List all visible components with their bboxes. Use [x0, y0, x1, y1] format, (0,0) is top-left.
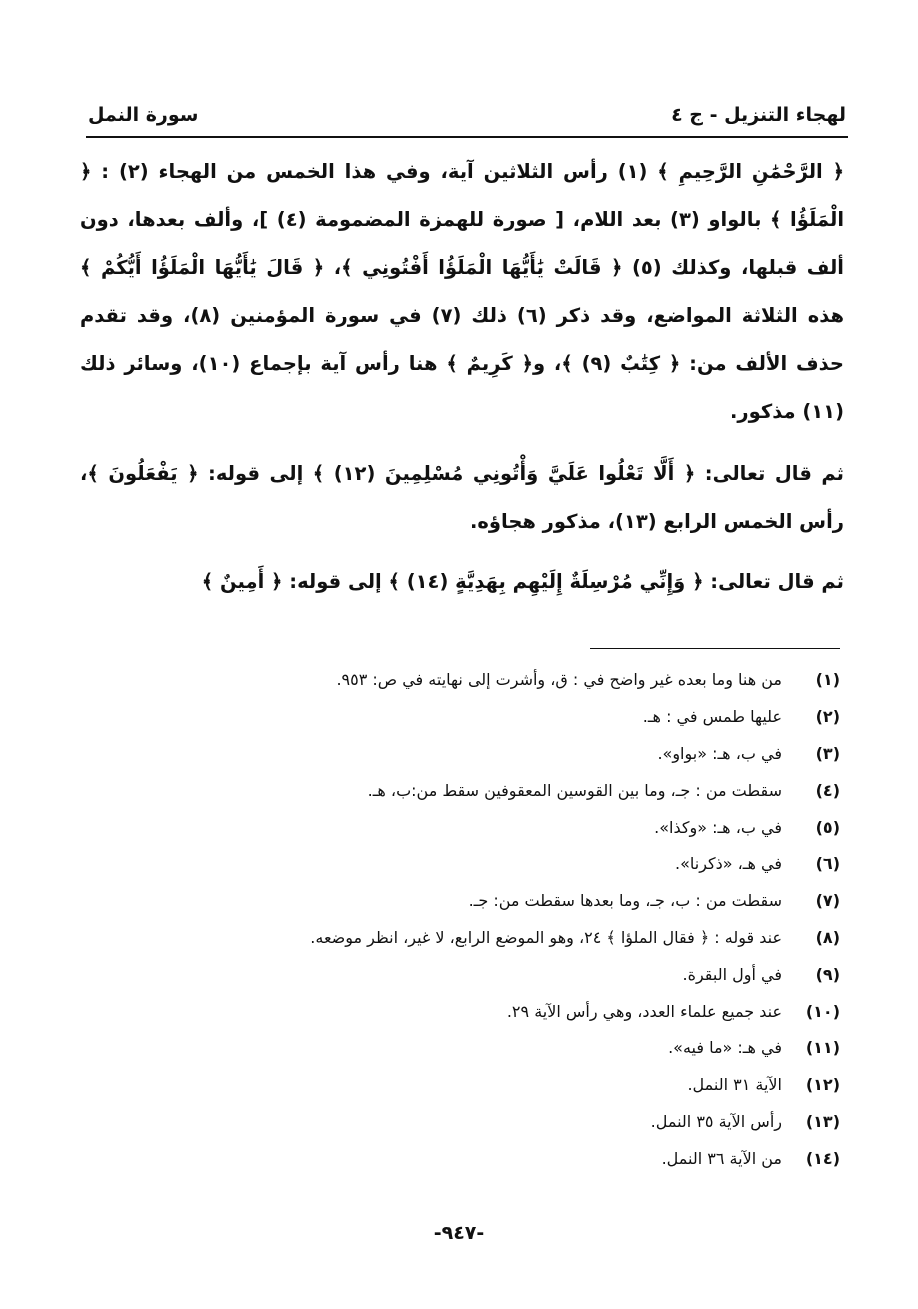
- footnote-number: (٦): [815, 854, 840, 874]
- footnote: [120, 1104, 840, 1141]
- footnote-separator: [590, 648, 840, 649]
- footnote-number: (١٢): [805, 1075, 840, 1095]
- paragraph-3: ثم قال تعالى: ﴿ وَإِنِّي مُرْسِلَةٌ إِلَيْهِم بِهَدِيَّةٍ (١٤) ﴾ إلى قوله: ﴿ أَمِينٌ ﴾: [201, 570, 844, 593]
- paragraph-2: ثم قال تعالى: ﴿ أَلَّا تَعْلُوا عَلَيَّ وَأْتُونِي مُسْلِمِينَ (١٢) ﴾ إلى قوله: ﴿ يَفْعَلُونَ ﴾، رأس الخمس الرابع (١٣)، مذكور هجاؤه.: [80, 462, 844, 533]
- footnote-number: (٨): [815, 927, 840, 947]
- footnote: [120, 993, 840, 1030]
- footnote-text: رأس الآية ٣٥ النمل.: [650, 1111, 782, 1131]
- footnote-text: من هنا وما بعده غير واضح في : ق، وأشرت إلى نهايته في ص: ٩٥٣.: [336, 670, 782, 690]
- footnote: [120, 920, 840, 957]
- footnote: [120, 1140, 840, 1177]
- footnote: [120, 662, 840, 699]
- footnote-text: في ب، هـ: «وكذا».: [654, 817, 782, 837]
- footnotes: [120, 662, 840, 1177]
- running-header: [88, 86, 846, 126]
- page-number: -٩٤٧-: [433, 1222, 485, 1244]
- footnote-text: الآية ٣١ النمل.: [687, 1075, 782, 1095]
- footnote: [120, 846, 840, 883]
- footnote-text: في أول البقرة.: [682, 964, 782, 984]
- footnote-text: في هـ: «ما فيه».: [668, 1038, 782, 1058]
- footnote: [120, 772, 840, 809]
- footnote-number: (٩): [815, 964, 840, 984]
- footnote-text: سقطت من : جـ، وما بين القوسين المعقوفين سقط من:ب، هـ.: [367, 780, 782, 800]
- footnote-number: (١١): [805, 1038, 840, 1058]
- footnote-number: (١٠): [805, 1001, 840, 1021]
- footnote: [120, 809, 840, 846]
- footnote: [120, 1067, 840, 1104]
- footnote-text: في ب، هـ: «بواو».: [657, 743, 782, 763]
- footnote-text: عليها طمس في : هـ.: [642, 707, 782, 727]
- footnote-number: (١): [815, 670, 840, 690]
- footnote-text: عند جميع علماء العدد، وهي رأس الآية ٢٩.: [506, 1001, 782, 1021]
- footnote: [120, 736, 840, 773]
- footnote: [120, 1030, 840, 1067]
- footnote-number: (٧): [815, 891, 840, 911]
- footnote-text: في هـ، «ذكرنا».: [674, 854, 782, 874]
- footnote: [120, 956, 840, 993]
- footnote-number: (٥): [815, 817, 840, 837]
- header-rule: [86, 136, 848, 138]
- book-title: لهجاء التنزيل - ج ٤: [671, 104, 846, 126]
- footnote-number: (١٣): [805, 1111, 840, 1131]
- surah-title: سورة النمل: [88, 104, 199, 126]
- footnote-text: عند قوله : ﴿ فقال الملؤا ﴾ ٢٤، وهو الموضع الرابع، لا غير، انظر موضعه.: [310, 927, 782, 947]
- footnote-number: (٤): [815, 780, 840, 800]
- main-text: [80, 148, 844, 618]
- footnote-number: (١٤): [805, 1148, 840, 1168]
- footnote-text: من الآية ٣٦ النمل.: [661, 1148, 782, 1168]
- footnote-number: (٢): [815, 707, 840, 727]
- footnote: [120, 883, 840, 920]
- footnote-number: (٣): [815, 743, 840, 763]
- footnote-text: سقطت من : ب، جـ، وما بعدها سقطت من: جـ.: [468, 891, 782, 911]
- footnote: [120, 699, 840, 736]
- paragraph-1: ﴿ الرَّحْمَٰنِ الرَّحِيمِ ﴾ (١) رأس الثلاثين آية، وفي هذا الخمس من الهجاء (٢) : ﴿ الْمَلَؤُا ﴾ بالواو (٣) بعد اللام، [ صورة للهمزة المضمومة (٤) ]، وألف بعدها، دون ألف قبلها، وكذلك (٥) ﴿ قَالَتْ يَٰأَيُّهَا الْمَلَؤُا أَفْتُونِي ﴾، ﴿ قَالَ يَٰأَيُّهَا الْمَلَؤُا أَيُّكُمْ ﴾ هذه الثلاثة المواضع، وقد ذكر (٦) ذلك (٧) في سورة المؤمنين (٨)، وقد تقدم حذف الألف من: ﴿ كِتَٰبٌ (٩) ﴾، و﴿ كَرِيمٌ ﴾ هنا رأس آية بإجماع (١٠)، وسائر ذلك (١١) مذكور.: [80, 160, 845, 423]
